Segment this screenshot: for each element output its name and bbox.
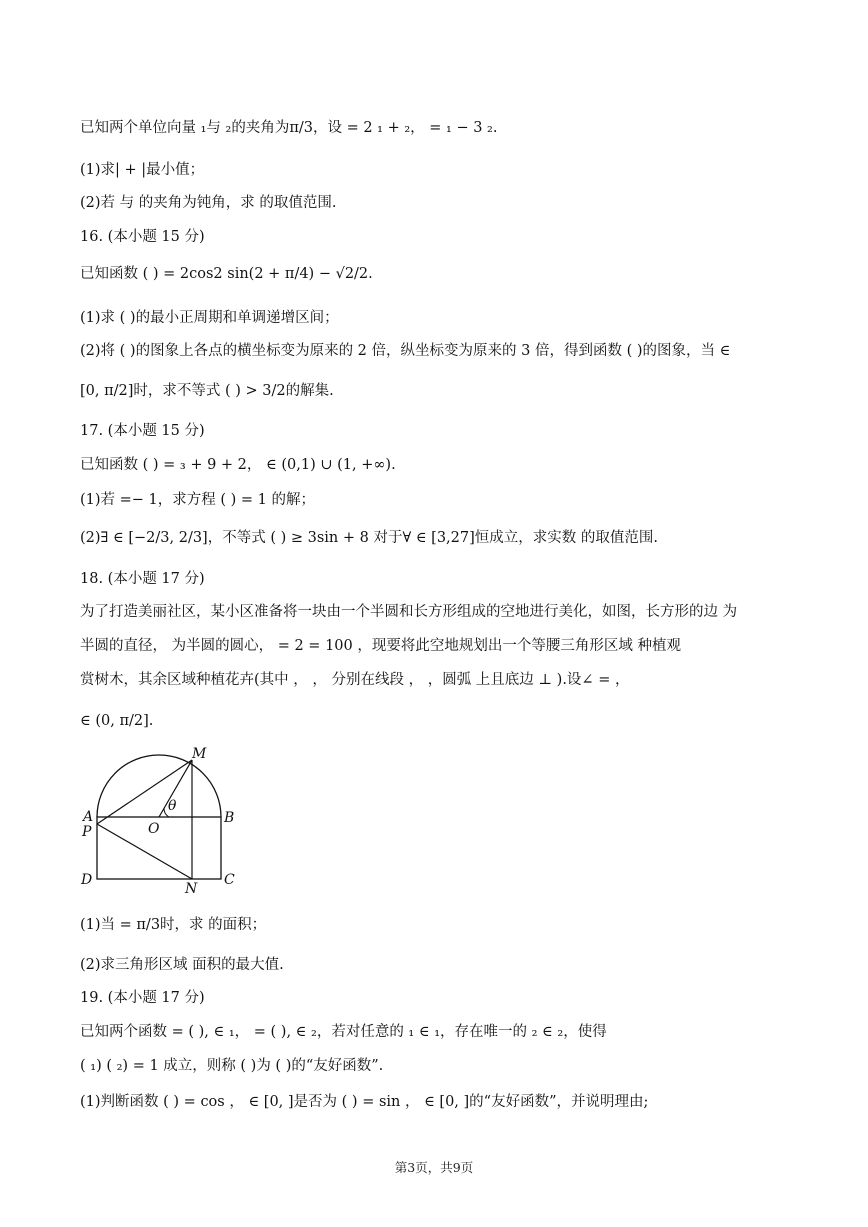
- label-a: A: [83, 809, 94, 825]
- label-p: P: [82, 824, 92, 840]
- label-d: D: [81, 872, 93, 888]
- problem-18-stem-3: 赏树木，其余区域种植花卉(其中 ， ， 分别在线段 ， ，圆弧 上且底边 ⊥ ).设∠ = ，: [80, 672, 630, 688]
- label-theta: θ: [168, 798, 177, 814]
- semicircle-arc: [97, 755, 221, 817]
- label-c: C: [224, 872, 235, 888]
- problem-15-part-1: (1)求| + |最小值；: [80, 162, 205, 178]
- problem-19-heading: 19. (本小题 17 分): [80, 990, 205, 1006]
- problem-16-part-2: (2)将 ( )的图象上各点的横坐标变为原来的 2 倍，纵坐标变为原来的 3 倍，得到函数 ( )的图象，当 ∈: [80, 343, 731, 359]
- problem-18-part-2: (2)求三角形区域 面积的最大值.: [80, 957, 284, 973]
- problem-15-part-2: (2)若 与 的夹角为钝角，求 的取值范围.: [80, 195, 337, 211]
- problem-18-part-1: (1)当 = π/3时，求 的面积；: [80, 917, 267, 933]
- problem-19-part-1: (1)判断函数 ( ) = cos ， ∈ [0, ]是否为 ( ) = sin ， ∈ [0, ]的“友好函数”，并说明理由;: [80, 1094, 649, 1110]
- problem-17-heading: 17. (本小题 15 分): [80, 423, 205, 439]
- label-m: M: [192, 746, 207, 762]
- label-n: N: [185, 881, 198, 894]
- segment-pn: [97, 824, 192, 879]
- problem-18-stem-4: ∈ (0, π/2].: [80, 713, 154, 729]
- geometry-figure: [80, 744, 250, 894]
- problem-18-stem-1: 为了打造美丽社区，某小区准备将一块由一个半圆和长方形组成的空地进行美化，如图，长方形的边 为: [80, 604, 738, 620]
- problem-18-heading: 18. (本小题 17 分): [80, 571, 205, 587]
- problem-17-stem: 已知函数 ( ) = ₃ + 9 + 2， ∈ (0,1) ∪ (1, +∞).: [80, 457, 396, 473]
- problem-17-part-2: (2)∃ ∈ [−2/3, 2/3]，不等式 ( ) ≥ 3sin + 8 对于∀ ∈ [3,27]恒成立，求实数 的取值范围.: [80, 530, 658, 546]
- problem-16-heading: 16. (本小题 15 分): [80, 229, 205, 245]
- page-footer: 第3页，共9页: [394, 1160, 474, 1175]
- problem-17-part-1: (1)若 =− 1，求方程 ( ) = 1 的解；: [80, 492, 316, 508]
- problem-19-stem-2: ( ₁) ( ₂) = 1 成立，则称 ( )为 ( )的“友好函数”.: [80, 1058, 384, 1074]
- problem-15-stem: 已知两个单位向量 ₁与 ₂的夹角为π/3，设 = 2 ₁ + ₂， = ₁ − 3 ₂.: [80, 120, 498, 136]
- problem-16-part-2-cont: [0, π/2]时，求不等式 ( ) > 3/2的解集.: [80, 383, 334, 399]
- problem-19-stem-1: 已知两个函数 = ( ), ∈ ₁， = ( ), ∈ ₂，若对任意的 ₁ ∈ ₁，存在唯一的 ₂ ∈ ₂，使得: [80, 1024, 607, 1040]
- segment-pm: [97, 760, 192, 824]
- problem-16-part-1: (1)求 ( )的最小正周期和单调递增区间；: [80, 310, 339, 326]
- label-o: O: [148, 821, 160, 837]
- problem-18-stem-2: 半圆的直径， 为半圆的圆心， = 2 = 100 ，现要将此空地规划出一个等腰三角形区域 种植观: [80, 638, 681, 654]
- problem-16-stem: 已知函数 ( ) = 2cos2 sin(2 + π/4) − √2/2.: [80, 266, 373, 282]
- label-b: B: [224, 810, 235, 826]
